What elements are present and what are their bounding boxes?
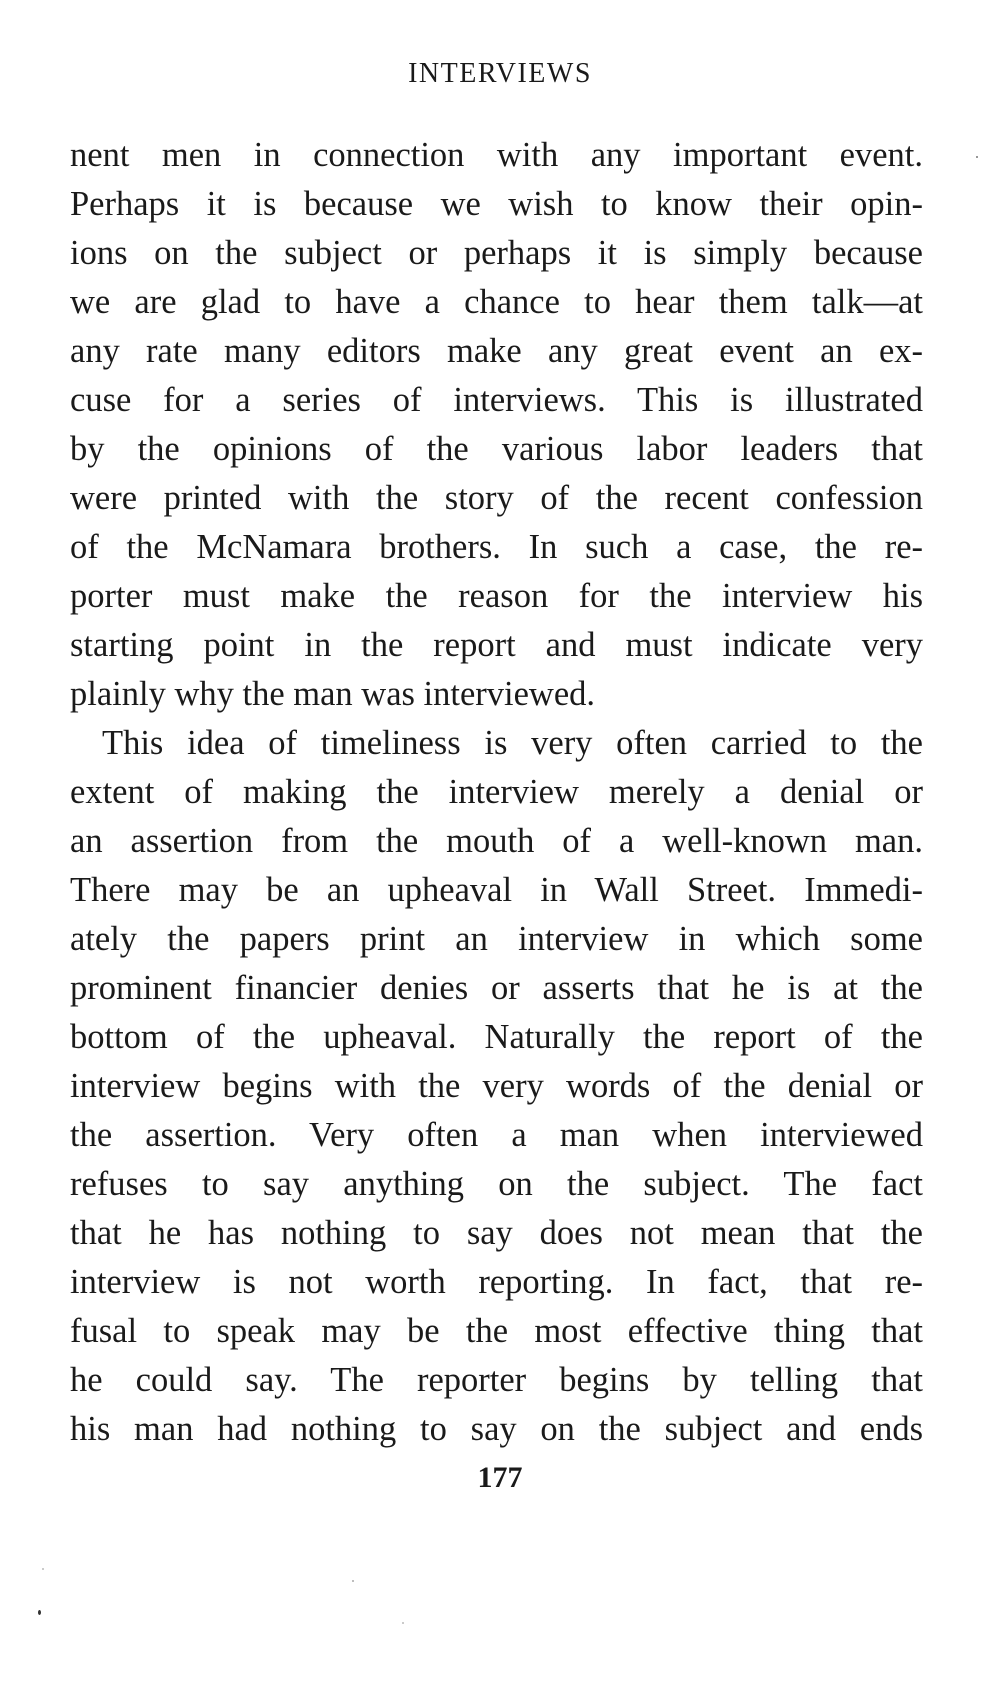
body-text bbox=[70, 131, 923, 1454]
scan-speck bbox=[42, 1568, 44, 1570]
page-number: 177 bbox=[477, 1461, 523, 1494]
text-line: the assertion. Very often a man when interviewed bbox=[70, 1116, 923, 1154]
text-line: There may be an upheaval in Wall Street. Immedi- bbox=[70, 871, 923, 909]
text-line: of the McNamara brothers. In such a case, the re- bbox=[70, 528, 923, 566]
text-line: cuse for a series of interviews. This is illustrated bbox=[70, 381, 923, 419]
scan-speck bbox=[976, 156, 978, 158]
text-line: fusal to speak may be the most effective thing that bbox=[70, 1312, 923, 1350]
text-line: plainly why the man was interviewed. bbox=[70, 675, 596, 713]
scan-speck bbox=[352, 1580, 354, 1582]
text-line: that he has nothing to say does not mean that the bbox=[70, 1214, 923, 1252]
text-line: starting point in the report and must indicate very bbox=[70, 626, 923, 664]
text-line: bottom of the upheaval. Naturally the report of the bbox=[70, 1018, 923, 1056]
text-line: were printed with the story of the recent confession bbox=[70, 479, 923, 517]
text-line: ions on the subject or perhaps it is simply because bbox=[70, 234, 923, 272]
text-line: we are glad to have a chance to hear them talk—at bbox=[70, 283, 923, 321]
text-line: any rate many editors make any great event an ex- bbox=[70, 332, 923, 370]
scan-speck bbox=[38, 1610, 41, 1615]
text-line: porter must make the reason for the interview his bbox=[70, 577, 923, 615]
running-head: INTERVIEWS bbox=[408, 58, 592, 89]
text-line: his man had nothing to say on the subject and ends bbox=[70, 1410, 923, 1448]
text-line: interview is not worth reporting. In fact, that re- bbox=[70, 1263, 923, 1301]
text-line: This idea of timeliness is very often carried to the bbox=[102, 724, 923, 762]
text-line: by the opinions of the various labor leaders that bbox=[70, 430, 923, 468]
text-line: ately the papers print an interview in which some bbox=[70, 920, 923, 958]
text-line: interview begins with the very words of the denial or bbox=[70, 1067, 923, 1105]
text-line: an assertion from the mouth of a well-known man. bbox=[70, 822, 923, 860]
scan-speck bbox=[402, 1622, 404, 1624]
text-line: he could say. The reporter begins by telling that bbox=[70, 1361, 923, 1399]
text-line: Perhaps it is because we wish to know their opin- bbox=[70, 185, 923, 223]
text-line: refuses to say anything on the subject. The fact bbox=[70, 1165, 923, 1203]
text-line: extent of making the interview merely a denial or bbox=[70, 773, 923, 811]
text-line: nent men in connection with any important event. bbox=[70, 136, 923, 174]
text-line: prominent financier denies or asserts that he is at the bbox=[70, 969, 923, 1007]
